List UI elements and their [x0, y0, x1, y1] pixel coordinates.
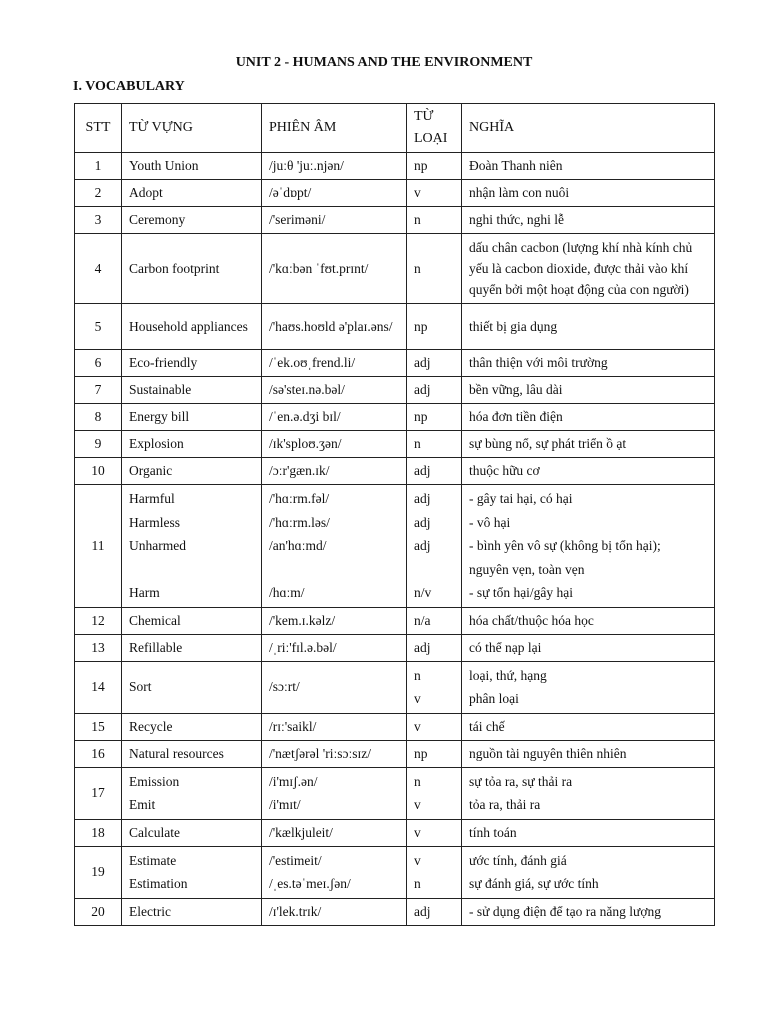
meaning-line: nguyên vẹn, toàn vẹn [469, 561, 585, 577]
phonetic-cell [262, 304, 407, 350]
meaning-cell [462, 634, 715, 661]
pos-cell [407, 153, 462, 180]
word-cell [122, 404, 262, 431]
vocabulary-table [74, 103, 715, 926]
word-line: Emission [129, 773, 180, 789]
pos-cell [407, 661, 462, 713]
table-row [75, 846, 715, 898]
word-cell [122, 898, 262, 925]
meaning-text: nghi thức, nghi lễ [469, 212, 565, 227]
pos-line: adj [414, 514, 431, 530]
phonetic-text: /'kɑːbən ˈfʊt.prɪnt/ [269, 260, 369, 276]
meaning-text: nhận làm con nuôi [469, 185, 570, 200]
phonetic-line: /'hɑːrm.ləs/ [269, 514, 330, 530]
table-row [75, 661, 715, 713]
table-row [75, 180, 715, 207]
phonetic-line [269, 558, 399, 582]
word-text: Sort [129, 679, 152, 694]
table-row [75, 898, 715, 925]
pos-cell [407, 404, 462, 431]
phonetic-cell [262, 661, 407, 713]
meaning-line: sự tỏa ra, sự thải ra [469, 773, 573, 789]
phonetic-line: /'hɑːrm.fəl/ [269, 491, 330, 506]
phonetic-text: /əˈdɒpt/ [269, 185, 312, 200]
meaning-text: có thể nạp lại [469, 639, 542, 655]
meaning-cell [462, 404, 715, 431]
row-number: 13 [75, 634, 122, 661]
row-number: 6 [75, 350, 122, 377]
pos-cell [407, 458, 462, 485]
pos-line: adj [414, 491, 431, 506]
word-cell [122, 485, 262, 608]
word-text: Electric [129, 903, 171, 919]
phonetic-cell [262, 898, 407, 925]
pos-cell [407, 713, 462, 740]
word-cell [122, 234, 262, 304]
meaning-cell [462, 767, 715, 819]
phonetic-text: /ɔːr'gæn.ɪk/ [269, 463, 330, 478]
meaning-text: hóa đơn tiền điện [469, 409, 563, 424]
word-cell [122, 740, 262, 767]
row-number: 5 [75, 304, 122, 350]
section-heading: I. VOCABULARY [73, 79, 185, 94]
pos-text: np [414, 318, 428, 334]
phonetic-cell [262, 431, 407, 458]
table-row [75, 207, 715, 234]
pos-text: n/a [414, 612, 431, 628]
row-number: 2 [75, 180, 122, 207]
word-line: Harmless [129, 514, 180, 530]
meaning-cell [462, 153, 715, 180]
phonetic-text: /'kælkjuleit/ [269, 824, 333, 840]
phonetic-cell [262, 819, 407, 846]
pos-text: adj [414, 463, 431, 478]
table-row [75, 304, 715, 350]
word-text: Ceremony [129, 212, 186, 227]
pos-cell [407, 207, 462, 234]
row-number: 9 [75, 431, 122, 458]
pos-cell [407, 898, 462, 925]
meaning-cell [462, 819, 715, 846]
phonetic-text: /'haʊs.hoʊld ə'plaɪ.əns/ [269, 318, 393, 334]
row-number: 18 [75, 819, 122, 846]
phonetic-text: /rɪː'saikl/ [269, 718, 317, 734]
table-row [75, 634, 715, 661]
phonetic-cell [262, 234, 407, 304]
meaning-cell [462, 377, 715, 404]
meaning-text: dấu chân cacbon (lượng khí nhà kính chủ yếu là cacbon dioxide, được thải vào khí quyển bởi một hoạt động của con người) [469, 240, 693, 297]
table-row [75, 485, 715, 608]
header-word: TỪ VỰNG [122, 104, 262, 153]
word-text: Calculate [129, 824, 180, 840]
table-row [75, 234, 715, 304]
pos-text: v [414, 718, 421, 734]
pos-line: n [414, 876, 421, 891]
word-cell [122, 458, 262, 485]
table-row [75, 740, 715, 767]
pos-cell [407, 819, 462, 846]
meaning-cell [462, 898, 715, 925]
word-cell [122, 180, 262, 207]
meaning-text: tính toán [469, 824, 517, 840]
meaning-cell [462, 207, 715, 234]
phonetic-text: /sɔːrt/ [269, 679, 300, 694]
phonetic-text: /ɪk'sploʊ.ʒən/ [269, 436, 342, 451]
pos-text: n [414, 212, 421, 227]
header-phonetic: PHIÊN ÂM [262, 104, 407, 153]
pos-line [414, 558, 454, 582]
meaning-text: thân thiện với môi trường [469, 355, 608, 370]
word-cell [122, 377, 262, 404]
word-cell [122, 846, 262, 898]
pos-text: n [414, 436, 421, 451]
header-pos [407, 104, 462, 153]
phonetic-text: /ˌriː'fɪl.ə.bəl/ [269, 639, 337, 655]
word-line: Unharmed [129, 538, 186, 553]
meaning-line: sự đánh giá, sự ước tính [469, 876, 599, 891]
pos-cell [407, 607, 462, 634]
pos-line: n [414, 667, 421, 683]
pos-line: n [414, 773, 421, 789]
meaning-text: thiết bị gia dụng [469, 318, 558, 334]
word-text: Carbon footprint [129, 260, 220, 276]
pos-cell [407, 304, 462, 350]
word-line: Emit [129, 797, 156, 812]
meaning-text: Đoàn Thanh niên [469, 158, 563, 173]
word-cell [122, 207, 262, 234]
meaning-cell [462, 458, 715, 485]
meaning-text: thuộc hữu cơ [469, 463, 540, 478]
pos-text: np [414, 745, 428, 761]
meaning-cell [462, 740, 715, 767]
word-cell [122, 767, 262, 819]
phonetic-cell [262, 713, 407, 740]
phonetic-cell [262, 846, 407, 898]
meaning-text: bền vững, lâu dài [469, 382, 563, 397]
word-text: Recycle [129, 718, 173, 734]
pos-cell [407, 740, 462, 767]
phonetic-line: /ˌes.təˈmeɪ.ʃən/ [269, 876, 351, 891]
word-text: Explosion [129, 436, 184, 451]
meaning-cell [462, 485, 715, 608]
pos-cell [407, 377, 462, 404]
pos-line: v [414, 691, 421, 706]
phonetic-text: /ɪ'lek.trɪk/ [269, 903, 322, 919]
row-number: 17 [75, 767, 122, 819]
word-cell [122, 431, 262, 458]
pos-line: v [414, 797, 421, 812]
word-text: Adopt [129, 185, 163, 200]
word-line: Harm [129, 585, 160, 600]
meaning-line: tỏa ra, thải ra [469, 797, 541, 812]
meaning-cell [462, 431, 715, 458]
meaning-line: phân loại [469, 691, 519, 706]
table-row [75, 713, 715, 740]
meaning-text: nguồn tài nguyên thiên nhiên [469, 745, 627, 761]
pos-line: n/v [414, 585, 432, 600]
row-number: 8 [75, 404, 122, 431]
row-number: 15 [75, 713, 122, 740]
pos-text: adj [414, 903, 431, 919]
word-text: Sustainable [129, 382, 192, 397]
phonetic-cell [262, 207, 407, 234]
phonetic-text: /sə'steɪ.nə.bəl/ [269, 382, 345, 397]
phonetic-cell [262, 350, 407, 377]
row-number: 20 [75, 898, 122, 925]
phonetic-cell [262, 377, 407, 404]
word-text: Household appliances [129, 318, 248, 334]
word-cell [122, 713, 262, 740]
word-cell [122, 153, 262, 180]
word-text: Natural resources [129, 745, 224, 761]
meaning-cell [462, 607, 715, 634]
phonetic-cell [262, 458, 407, 485]
phonetic-text: /'kem.ɪ.kəlz/ [269, 612, 336, 628]
meaning-text: - sử dụng điện để tạo ra năng lượng [469, 903, 661, 919]
pos-text: np [414, 158, 428, 173]
phonetic-cell [262, 404, 407, 431]
meaning-cell [462, 661, 715, 713]
phonetic-text: /'seriməni/ [269, 212, 326, 227]
word-line [129, 558, 254, 582]
word-cell [122, 607, 262, 634]
pos-text: np [414, 409, 428, 424]
phonetic-cell [262, 740, 407, 767]
meaning-text: hóa chất/thuộc hóa học [469, 612, 594, 628]
phonetic-text: /'nætʃərəl 'riːsɔːsɪz/ [269, 745, 371, 761]
pos-line: adj [414, 538, 431, 553]
word-cell [122, 304, 262, 350]
meaning-line: - vô hại [469, 514, 511, 530]
phonetic-cell [262, 485, 407, 608]
pos-cell [407, 634, 462, 661]
meaning-line: - sự tổn hại/gây hại [469, 585, 574, 600]
table-row [75, 350, 715, 377]
table-row [75, 377, 715, 404]
phonetic-cell [262, 153, 407, 180]
row-number: 11 [75, 485, 122, 608]
table-row [75, 767, 715, 819]
document-title: UNIT 2 - HUMANS AND THE ENVIRONMENT [235, 55, 533, 70]
table-row [75, 431, 715, 458]
meaning-text: tái chế [469, 718, 505, 734]
meaning-cell [462, 180, 715, 207]
word-text: Youth Union [129, 158, 199, 173]
header-pos-line1: TỪ [414, 109, 434, 124]
phonetic-line: /i'mɪt/ [269, 797, 301, 812]
row-number: 16 [75, 740, 122, 767]
phonetic-cell [262, 180, 407, 207]
pos-text: adj [414, 639, 431, 655]
phonetic-text: /juːθ 'juː.njən/ [269, 158, 344, 173]
table-row [75, 607, 715, 634]
pos-cell [407, 431, 462, 458]
word-line: Estimate [129, 852, 177, 868]
meaning-cell [462, 350, 715, 377]
meaning-line: ước tính, đánh giá [469, 852, 567, 868]
table-row [75, 404, 715, 431]
pos-cell [407, 350, 462, 377]
meaning-cell [462, 304, 715, 350]
word-line: Estimation [129, 876, 188, 891]
row-number: 12 [75, 607, 122, 634]
meaning-cell [462, 846, 715, 898]
meaning-line: - bình yên vô sự (không bị tổn hại); [469, 538, 661, 553]
row-number: 19 [75, 846, 122, 898]
pos-text: n [414, 260, 421, 276]
meaning-text: sự bùng nổ, sự phát triển ồ ạt [469, 436, 627, 451]
word-text: Refillable [129, 639, 183, 655]
phonetic-cell [262, 634, 407, 661]
pos-line: v [414, 852, 421, 868]
word-cell [122, 634, 262, 661]
word-text: Chemical [129, 612, 181, 628]
phonetic-line: /hɑːm/ [269, 585, 305, 600]
meaning-line: loại, thứ, hạng [469, 667, 547, 683]
word-text: Energy bill [129, 409, 190, 424]
pos-cell [407, 485, 462, 608]
word-cell [122, 819, 262, 846]
row-number: 10 [75, 458, 122, 485]
word-line: Harmful [129, 491, 175, 506]
phonetic-line: /'estimeit/ [269, 852, 322, 868]
header-stt: STT [75, 104, 122, 153]
pos-text: v [414, 824, 421, 840]
pos-cell [407, 180, 462, 207]
word-text: Eco-friendly [129, 355, 198, 370]
pos-cell [407, 234, 462, 304]
phonetic-line: /i'mɪʃ.ən/ [269, 773, 318, 789]
phonetic-cell [262, 767, 407, 819]
row-number: 1 [75, 153, 122, 180]
header-pos-line2: LOẠI [414, 131, 448, 146]
table-row [75, 153, 715, 180]
word-cell [122, 661, 262, 713]
row-number: 3 [75, 207, 122, 234]
row-number: 7 [75, 377, 122, 404]
table-row [75, 458, 715, 485]
pos-text: v [414, 185, 421, 200]
phonetic-cell [262, 607, 407, 634]
phonetic-text: /ˈen.ə.dʒi bɪl/ [269, 409, 341, 424]
word-cell [122, 350, 262, 377]
pos-text: adj [414, 382, 431, 397]
table-row [75, 819, 715, 846]
pos-text: adj [414, 355, 431, 370]
meaning-cell [462, 713, 715, 740]
pos-cell [407, 767, 462, 819]
word-text: Organic [129, 463, 173, 478]
phonetic-line: /an'hɑːmd/ [269, 538, 327, 553]
row-number: 4 [75, 234, 122, 304]
meaning-line: - gây tai hại, có hại [469, 491, 573, 506]
header-meaning: NGHĨA [462, 104, 715, 153]
meaning-cell [462, 234, 715, 304]
table-header-row [75, 104, 715, 153]
row-number: 14 [75, 661, 122, 713]
pos-cell [407, 846, 462, 898]
phonetic-text: /ˈek.oʊˌfrend.li/ [269, 355, 356, 370]
